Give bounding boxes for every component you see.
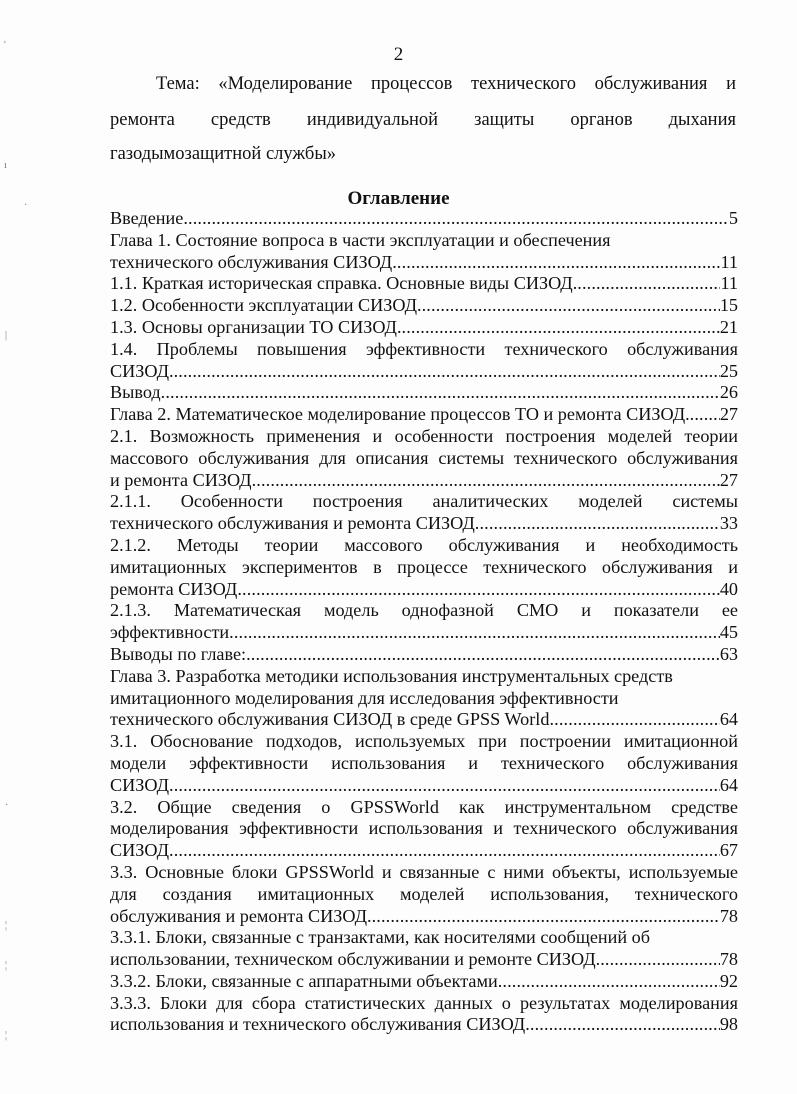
toc-text-line: 2.1.2. Методы теории массового обслуживания и необходимость (110, 534, 738, 555)
toc-entry-title: технического обслуживания СИЗОД в среде GPSS World (110, 709, 550, 730)
toc-leader-dots (498, 971, 720, 993)
toc-entry-title: эффективности (110, 622, 230, 643)
toc-entry-title: ремонта СИЗОД (110, 578, 238, 599)
toc-page-number: 45 (719, 622, 738, 643)
toc-text-line: модели эффективности использования и технического обслуживания (110, 752, 738, 773)
toc-text-line: 2.1. Возможность применения и особенности построения моделей теории (110, 425, 738, 446)
table-of-contents (110, 208, 738, 1036)
toc-entry-title: обслуживания и ремонта СИЗОД. (110, 905, 372, 926)
toc-entry (110, 840, 738, 862)
toc-page-number: 27 (719, 404, 738, 425)
toc-leader-dots (174, 361, 720, 383)
toc-entry-title: и ремонта СИЗОД (110, 469, 252, 490)
toc-leader-dots (422, 295, 720, 317)
toc-leader-dots (183, 208, 729, 230)
toc-entry (110, 1014, 738, 1036)
toc-entry (110, 622, 738, 644)
topic-line-2: ремонта средств индивидуальной защиты органов дыхания (110, 110, 736, 130)
toc-text-line: имитационных экспериментов в процессе технического обслуживания и (110, 556, 738, 577)
toc-page-number: 98 (719, 1014, 738, 1035)
toc-page-number: 33 (719, 513, 738, 534)
toc-text-line: имитационного моделирования для исследования эффективности (110, 687, 619, 708)
toc-leader-dots (600, 949, 720, 971)
page-number: 2 (393, 44, 404, 65)
toc-entry (110, 579, 738, 601)
toc-text-line: 2.1.3. Математическая модель однофазной СМО и показатели ее (110, 600, 738, 621)
toc-leader-dots (252, 470, 720, 492)
toc-entry-title: технического обслуживания СИЗОД (110, 251, 393, 272)
toc-text-line: Глава 3. Разработка методики использования инструментальных средств (110, 665, 673, 686)
toc-page-number: 40 (719, 578, 738, 599)
toc-leader-dots (161, 382, 720, 404)
toc-entry-title: 1.1. Краткая историческая справка. Основные виды СИЗОД. (110, 273, 578, 294)
topic-line-3: газодымозащитной службы» (110, 144, 337, 164)
toc-entry (110, 513, 738, 535)
toc-entry (110, 295, 738, 317)
toc-leader-dots (690, 404, 720, 426)
toc-entry (110, 382, 738, 404)
toc-entry (110, 317, 738, 339)
toc-text-line: 3.2. Общие сведения о GPSSWorld как инструментальном средстве (110, 796, 738, 817)
toc-entry (110, 949, 738, 971)
toc-page-number: 5 (728, 208, 738, 228)
toc-leader-dots (525, 1014, 720, 1036)
toc-text-line: 3.3.3. Блоки для сбора статистических данных о результатах моделирования (110, 992, 738, 1013)
toc-leader-dots (475, 513, 720, 535)
toc-entry-title: использовании, техническом обслуживании и ремонте СИЗОД. (110, 949, 601, 970)
toc-entry (110, 273, 738, 295)
toc-entry-title: 3.3.2. Блоки, связанные с аппаратными объектами (110, 970, 498, 991)
toc-entry-title: использования и технического обслуживания СИЗОД (110, 1014, 526, 1035)
toc-page-number: 21 (719, 316, 738, 337)
toc-text-line: 3.3.1. Блоки, связанные с транзактами, как носителями сообщений об (110, 927, 651, 948)
toc-entry-title: Глава 2. Математическое моделирование процессов ТО и ремонта СИЗОД. (110, 404, 690, 425)
toc-entry (110, 775, 738, 797)
toc-entry-title: СИЗОД. (110, 360, 174, 381)
toc-text-line: 3.1. Обоснование подходов, используемых при построении имитационной (110, 731, 738, 752)
toc-entry (110, 470, 738, 492)
toc-leader-dots (577, 273, 720, 295)
toc-text-line: Глава 1. Состояние вопроса в части эксплуатации и обеспечения (110, 229, 611, 250)
toc-title: Оглавление (347, 188, 450, 209)
toc-page-number: 26 (719, 382, 738, 403)
toc-page-number: 27 (719, 469, 738, 490)
toc-entry-title: 1.3. Основы организации ТО СИЗОД. (110, 316, 402, 337)
toc-entry (110, 361, 738, 383)
toc-entry (110, 252, 738, 274)
toc-page-number: 15 (719, 295, 738, 316)
toc-leader-dots (229, 622, 720, 644)
toc-text-line: 2.1.1. Особенности построения аналитических моделей системы (110, 491, 738, 512)
toc-text-line: для создания имитационных моделей использования, технического (110, 883, 738, 904)
toc-page-number: 11 (720, 251, 738, 272)
toc-leader-dots (169, 840, 720, 862)
toc-leader-dots (246, 644, 720, 666)
toc-page-number: 92 (719, 970, 738, 991)
toc-leader-dots (237, 579, 720, 601)
toc-leader-dots (402, 317, 720, 339)
toc-entry-title: СИЗОД (110, 840, 170, 861)
toc-entry-title: СИЗОД (110, 774, 170, 795)
toc-leader-dots (549, 709, 719, 731)
toc-page-number: 64 (719, 709, 738, 730)
toc-page-number: 78 (719, 905, 738, 926)
toc-entry (110, 404, 738, 426)
toc-leader-dots (372, 906, 720, 928)
toc-entry (110, 906, 738, 928)
topic-line-1: Тема: «Моделирование процессов технического обслуживания и (156, 74, 736, 94)
toc-page-number: 11 (720, 273, 738, 294)
toc-entry (110, 208, 738, 230)
toc-entry-title: Введение (110, 208, 184, 228)
toc-text-line: моделирования эффективности использования и технического обслуживания (110, 818, 738, 839)
toc-entry (110, 971, 738, 993)
toc-entry (110, 709, 738, 731)
toc-leader-dots (169, 775, 720, 797)
toc-entry (110, 644, 738, 666)
toc-entry-title: Выводы по главе: (110, 643, 247, 664)
toc-entry-title: Вывод (110, 382, 161, 403)
toc-entry-title: технического обслуживания и ремонта СИЗОД (110, 513, 475, 534)
toc-page-number: 78 (719, 949, 738, 970)
toc-page-number: 67 (719, 840, 738, 861)
toc-page-number: 25 (719, 360, 738, 381)
toc-leader-dots (392, 252, 720, 274)
toc-entry-title: 1.2. Особенности эксплуатации СИЗОД. (110, 295, 422, 316)
toc-text-line: 3.3. Основные блоки GPSSWorld и связанные с ними объекты, используемые (110, 861, 738, 882)
toc-text-line: 1.4. Проблемы повышения эффективности технического обслуживания (110, 338, 738, 359)
toc-page-number: 64 (719, 774, 738, 795)
toc-text-line: массового обслуживания для описания системы технического обслуживания (110, 447, 738, 468)
toc-page-number: 63 (719, 643, 738, 664)
